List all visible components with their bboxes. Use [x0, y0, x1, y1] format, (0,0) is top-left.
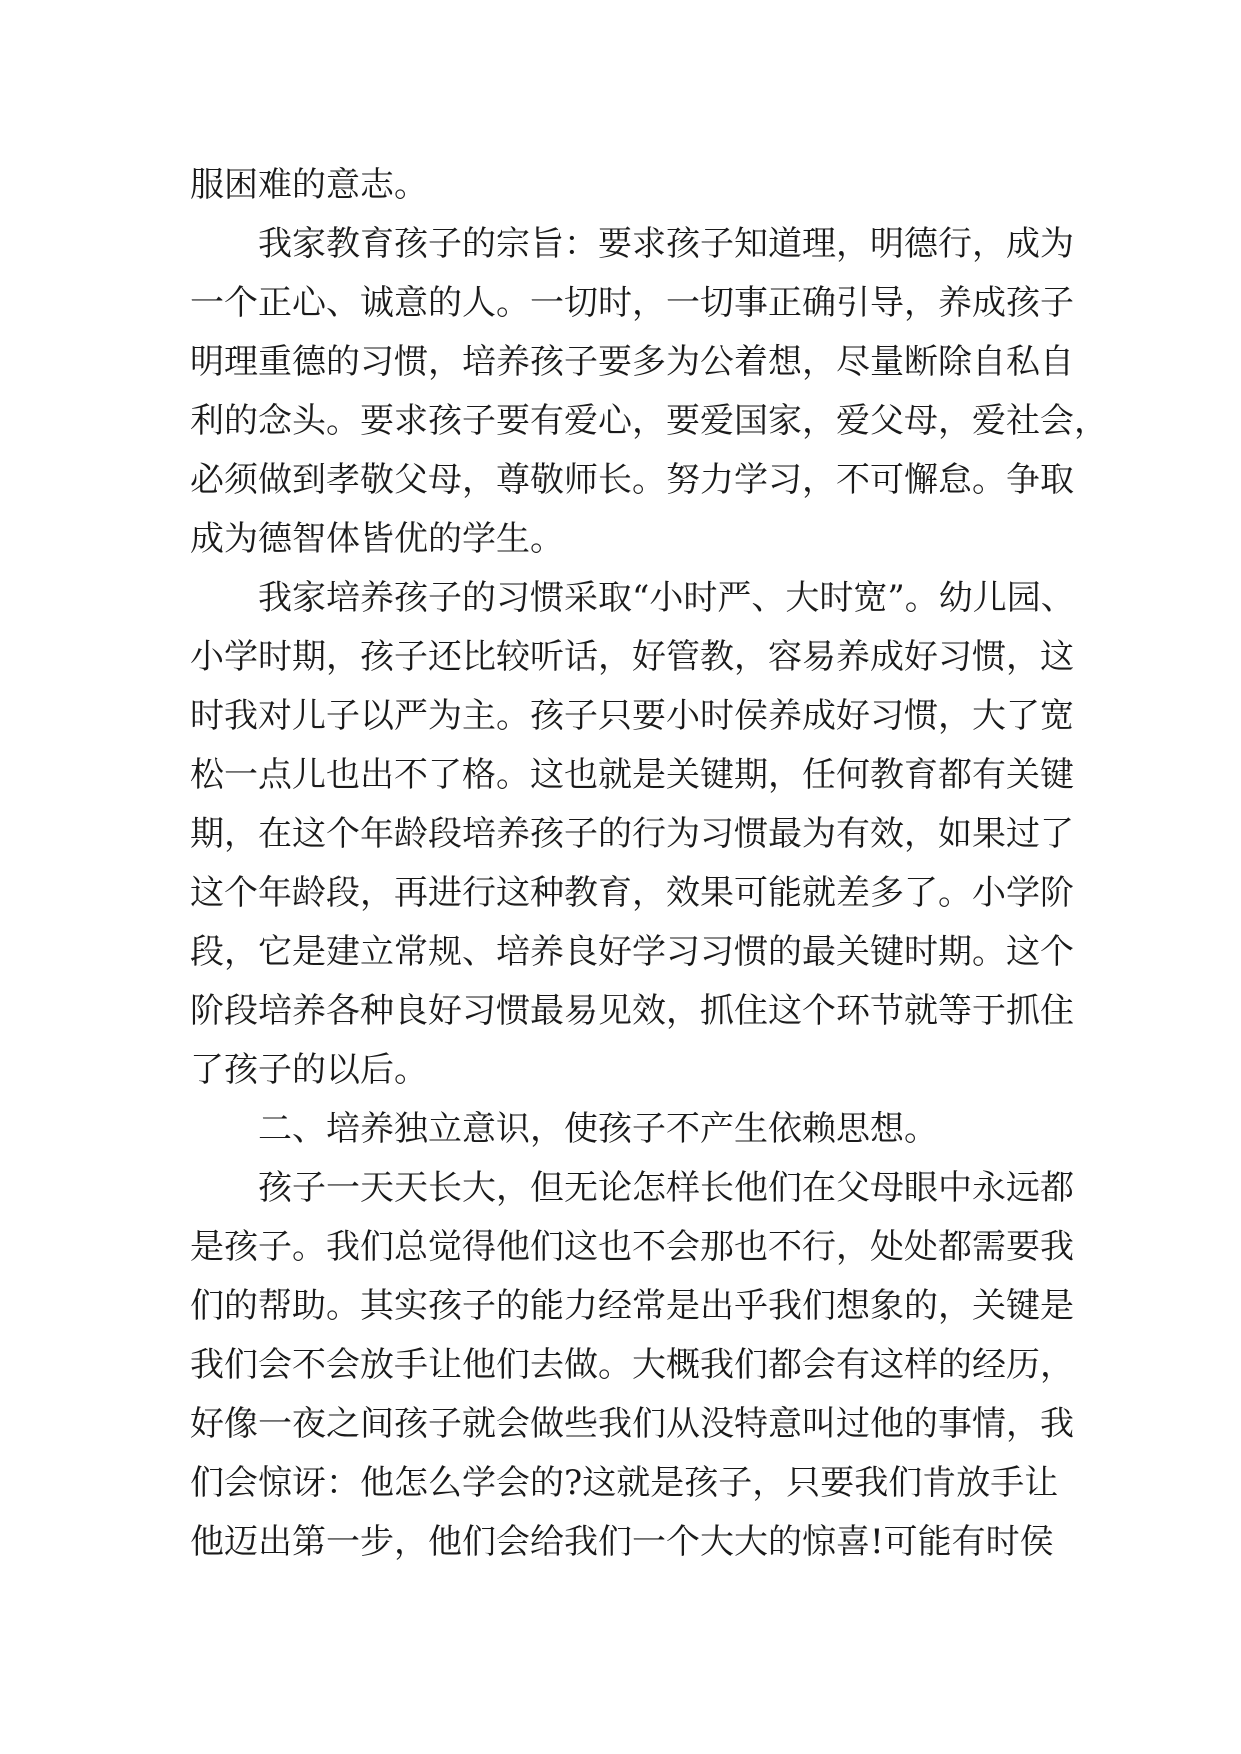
text-line: 成为德智体皆优的学生。 [190, 519, 564, 559]
text-line: 我家培养孩子的习惯采取“小时严、大时宽”。幼儿园、 [258, 578, 1075, 618]
text-line: 他迈出第一步，他们会给我们一个大大的惊喜!可能有时侯 [190, 1522, 1054, 1562]
text-line: 时我对儿子以严为主。孩子只要小时侯养成好习惯，大了宽 [190, 696, 1074, 736]
text-line: 必须做到孝敬父母，尊敬师长。努力学习，不可懈怠。争取 [190, 460, 1074, 500]
text-line: 小学时期，孩子还比较听话，好管教，容易养成好习惯，这 [190, 637, 1074, 677]
text-line: 一个正心、诚意的人。一切时，一切事正确引导，养成孩子 [190, 283, 1074, 323]
text-line: 孩子一天天长大，但无论怎样长他们在父母眼中永远都 [258, 1168, 1074, 1208]
document-body [190, 156, 1108, 1572]
text-line: 明理重德的习惯，培养孩子要多为公着想，尽量断除自私自 [190, 342, 1074, 382]
text-line: 我家教育孩子的宗旨：要求孩子知道理，明德行，成为 [258, 224, 1074, 264]
text-line: 阶段培养各种良好习惯最易见效，抓住这个环节就等于抓住 [190, 991, 1074, 1031]
text-line: 段，它是建立常规、培养良好学习习惯的最关键时期。这个 [190, 932, 1074, 972]
text-line: 是孩子。我们总觉得他们这也不会那也不行，处处都需要我 [190, 1227, 1074, 1267]
text-line: 们会惊讶：他怎么学会的?这就是孩子，只要我们肯放手让 [190, 1463, 1059, 1503]
text-line: 松一点儿也出不了格。这也就是关键期，任何教育都有关键 [190, 755, 1074, 795]
text-line: 利的念头。要求孩子要有爱心，要爱国家，爱父母，爱社会， [190, 401, 1108, 441]
text-line: 服困难的意志。 [190, 165, 428, 205]
text-line: 好像一夜之间孩子就会做些我们从没特意叫过他的事情，我 [190, 1404, 1074, 1444]
text-line: 二、培养独立意识，使孩子不产生依赖思想。 [258, 1109, 938, 1149]
text-line: 这个年龄段，再进行这种教育，效果可能就差多了。小学阶 [190, 873, 1074, 913]
text-line: 了孩子的以后。 [190, 1050, 428, 1090]
text-line: 期，在这个年龄段培养孩子的行为习惯最为有效，如果过了 [190, 814, 1074, 854]
text-line: 我们会不会放手让他们去做。大概我们都会有这样的经历， [190, 1345, 1074, 1385]
text-line: 们的帮助。其实孩子的能力经常是出乎我们想象的，关键是 [190, 1286, 1074, 1326]
